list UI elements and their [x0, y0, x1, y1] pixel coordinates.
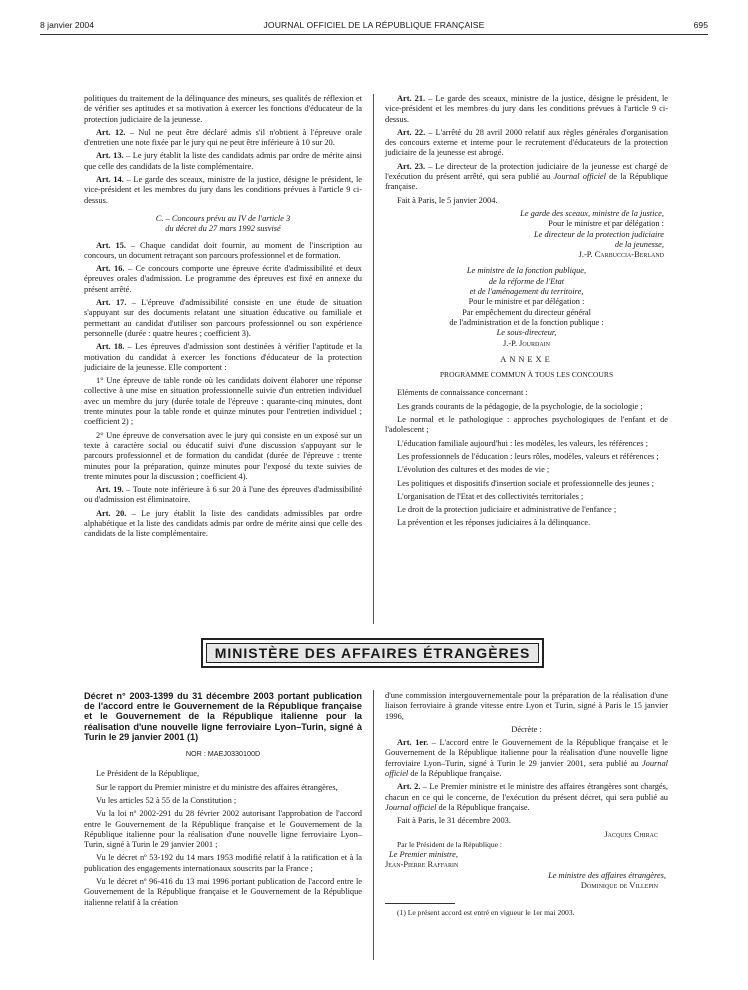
- decree-article-1: Art. 1er. – L'accord entre le Gouvernement de la République française et le Gouvernement de la République italienne pour la réalisation d'une nouvelle ligne ferroviaire Lyon–Turin, signé à Turin le 29 janvier 2001, sera publié au Journal officiel de la République française.: [385, 738, 669, 779]
- annexe-item: Les grands courants de la pédagogie, de la psychologie, de la sociologie ;: [397, 401, 643, 411]
- article-22: Art. 22. – L'arrêté du 28 avril 2000 relatif aux règles générales d'organisation des concours externe et interne pour le recrutement d'éducateurs de la protection judiciaire de la jeunesse est abrogé.: [385, 127, 668, 158]
- par-le-president: Par le Président de la République :: [397, 839, 503, 849]
- fait-a-paris-1: Fait à Paris, le 5 janvier 2004.: [397, 195, 498, 205]
- article-18-item-1: 1° Une épreuve de table ronde où les candidats doivent élaborer une réponse collective à une mise en situation professionnelle suivie d'un entretien individuel avec un membre du jury (durée totale de l'épreuve : quarante-cinq minutes, dont trente minutes pour la table ronde et quinze minutes pour l'entretien individuel ; coefficient 2) ;: [84, 376, 362, 427]
- decree-article-2: Art. 2. – Le Premier ministre et le ministre des affaires étrangères sont chargés, chacun en ce qui le concerne, de l'exécution du présent décret, qui sera publié au Journal officiel de la République française.: [385, 782, 668, 812]
- annexe-heading: ANNEXE: [500, 354, 553, 364]
- signature-block-justice: Le garde des sceaux, ministre de la justice, Pour le ministre et par délégation : Le directeur de la protection judiciaire de la jeunesse, J.-P. Carbuccia-Berland: [385, 209, 668, 260]
- column-divider-bottom: [373, 690, 374, 960]
- signature-name-carbuccia: J.-P. Carbuccia-Berland: [578, 250, 664, 260]
- signature-block-fonction-publique: Le ministre de la fonction publique, de la réforme de l'Etat et de l'aménagement du territoire, Pour le ministre et par délégation : Par empêchement du directeur général de l'administration et de la fonction publique : Le sous-directeur, J.-P. Jourdain: [385, 266, 668, 348]
- footnote: (1) Le présent accord est entré en vigueur le 1er mai 2003.: [397, 908, 575, 918]
- signature-name-chirac: Jacques Chirac: [604, 829, 658, 839]
- signature-name-jourdain: J.-P. Jourdain: [503, 338, 550, 348]
- decree-paragraph: Vu les articles 52 à 55 de la Constitution ;: [96, 795, 237, 805]
- decree-paragraph: Sur le rapport du Premier ministre et du ministre des affaires étrangères,: [96, 782, 338, 792]
- signature-name-raffarin: Jean-Pierre Raffarin: [385, 860, 459, 870]
- annexe-item: L'organisation de l'Etat et des collectivités territoriales ;: [397, 491, 584, 501]
- article-20: Art. 20. – Le jury établit la liste des candidats admissibles par ordre alphabétique et la liste des candidats admis par ordre de mérite ainsi que celle des candidats de la liste complémentaire.: [84, 508, 362, 539]
- header-page-number: 695: [693, 20, 708, 30]
- column-divider-top: [373, 94, 374, 624]
- annexe-item: La prévention et les réponses judiciaires à la délinquance.: [397, 518, 591, 528]
- annexe-item: Les professionnels de l'éducation : leurs rôles, modèles, valeurs et références ;: [397, 451, 659, 461]
- annexe-item: Le droit de la protection judiciaire et administrative de l'enfance ;: [397, 505, 617, 515]
- annexe-subheading: PROGRAMME COMMUN À TOUS LES CONCOURS: [439, 370, 614, 380]
- article-21: Art. 21. – Le garde des sceaux, ministre de la justice, désigne le président, le vice-président et les membres du jury dans les conditions prévues à l'article 9 ci-dessus.: [385, 94, 668, 124]
- running-header: [40, 20, 708, 34]
- annexe-item: Eléments de connaissance concernant :: [397, 388, 528, 398]
- ministry-banner: [201, 638, 544, 668]
- article-18-item-2: 2° Une épreuve de conversation avec le jury qui consiste en un exposé sur un texte à caractère social ou éducatif suivi d'une discussion s'appuyant sur le parcours professionnel et de formation du candidat (durée de l'épreuve : trente minutes pour la préparation, quinze minutes pour l'exposé du texte suivies de trente minutes pour la discussion ; coefficient 4).: [84, 430, 362, 481]
- article-16: Art. 16. – Ce concours comporte une épreuve écrite d'admissibilité et deux épreuves orales d'admission. Le programme des épreuves est fixé en annexe du présent arrêté.: [84, 264, 362, 294]
- decrete-heading: Décrète :: [511, 724, 542, 734]
- article-12: Art. 12. – Nul ne peut être déclaré admis s'il n'obtient à l'épreuve orale d'entretien une note fixée par le jury qui ne peut être inférieure à 10 sur 20.: [84, 127, 362, 148]
- article-14: Art. 14. – Le garde des sceaux, ministre de la justice, désigne le président, le vice-président et les membres du jury dans les conditions prévues à l'article 9 ci-dessus.: [84, 175, 362, 205]
- nor-reference: NOR : MAEJ0330100D: [185, 749, 261, 759]
- section-heading-c: C. – Concours prévu au IV de l'article 3 du décret du 27 mars 1992 susvisé: [155, 213, 291, 234]
- annexe-item: L'éducation familiale aujourd'hui : les modèles, les valeurs, les références ;: [397, 438, 648, 448]
- decree-paragraph: Vu le décret nº 96-416 du 13 mai 1996 portant publication de l'accord entre le Gouvernement de la République française et le Gouvernement de la République italienne relatif à la création: [84, 876, 362, 907]
- decree-paragraph: Vu la loi nº 2002-291 du 28 février 2002 autorisant l'approbation de l'accord entre le Gouvernement de la République française et le Gouvernement de la République italienne pour la réalisation d'une nouvelle ligne ferroviaire Lyon–Turin, signé à Turin le 29 janvier 2001 ;: [84, 809, 362, 850]
- fait-a-paris-2: Fait à Paris, le 31 décembre 2003.: [397, 816, 511, 826]
- top-right-column: [385, 94, 668, 532]
- intro-paragraph: politiques du traitement de la délinquance des mineurs, ses qualités de réflexion et de vérifier ses aptitudes et sa motivation à exercer les fonctions d'éducateur de la protection judiciaire de la jeunesse.: [84, 94, 362, 124]
- decree-continuation: d'une commission intergouvernementale pour la préparation de la réalisation d'une liaison ferroviaire à grande vitesse entre Lyon et Turin, signé à Paris le 15 janvier 1996,: [385, 691, 668, 721]
- footnote-rule: [385, 903, 455, 904]
- article-15: Art. 15. – Chaque candidat doit fournir, au moment de l'inscription au concours, un document retraçant son parcours professionnel et de formation.: [84, 240, 362, 260]
- bottom-left-column: [84, 691, 362, 911]
- annexe-item: Les politiques et dispositifs d'insertion sociale et professionnelle des jeunes ;: [397, 478, 654, 488]
- article-17: Art. 17. – L'épreuve d'admissibilité consiste en une étude de situation s'appuyant sur des documents relatant une situation éducative ou familiale et permettant au candidat d'utiliser son parcours professionnel ou son expérience personnelle (durée : quatre heures ; coefficient 3).: [84, 298, 362, 338]
- decree-paragraph: Vu le décret nº 53-192 du 14 mars 1953 modifié relatif à la ratification et à la publication des engagements internationaux souscrits par la France ;: [84, 853, 362, 873]
- ministry-banner-text: MINISTÈRE DES AFFAIRES ÉTRANGÈRES: [206, 643, 539, 663]
- article-19: Art. 19. – Toute note inférieure à 6 sur 20 à l'une des épreuves d'admissibilité ou d'admission est éliminatoire.: [84, 485, 362, 505]
- premier-ministre-label: Le Premier ministre,: [389, 850, 458, 860]
- header-date: 8 janvier 2004: [40, 20, 94, 30]
- header-rule: [40, 34, 708, 35]
- article-18: Art. 18. – Les épreuves d'admission sont destinées à vérifier l'aptitude et la motivation du candidat à exercer les fonctions d'éducateur de la protection judiciaire de la jeunesse. Elle comportent :: [84, 342, 362, 372]
- article-13: Art. 13. – Le jury établit la liste des candidats admis par ordre de mérite ainsi que celle des candidats de la liste complémentaire.: [84, 151, 363, 171]
- article-23: Art. 23. – Le directeur de la protection judiciaire de la jeunesse est chargé de l'exécution du présent arrêté, qui sera publié au Journal officiel de la République française.: [385, 161, 669, 192]
- annexe-item: L'évolution des cultures et des modes de vie ;: [397, 465, 550, 475]
- header-journal-title: JOURNAL OFFICIEL DE LA RÉPUBLIQUE FRANÇAISE: [263, 20, 485, 30]
- bottom-right-column: [385, 691, 668, 919]
- annexe-list: [385, 388, 668, 528]
- ministre-affaires-etrangeres-label: Le ministre des affaires étrangères,: [548, 870, 666, 880]
- signature-name-villepin: Dominique de Villepin: [580, 881, 658, 891]
- decree-paragraph: Le Président de la République,: [96, 769, 200, 779]
- annexe-item: Le normal et le pathologique : approches psychologiques de l'enfant et de l'adolescent ;: [385, 415, 668, 435]
- decree-title: Décret n° 2003-1399 du 31 décembre 2003 portant publication de l'accord entre le Gouvernement de la République française et le Gouvernement de la République italienne pour la réalisation d'une nouvelle ligne ferroviaire Lyon–Turin, signé à Turin le 29 janvier 2001 (1): [84, 691, 362, 742]
- top-left-column: [84, 94, 362, 543]
